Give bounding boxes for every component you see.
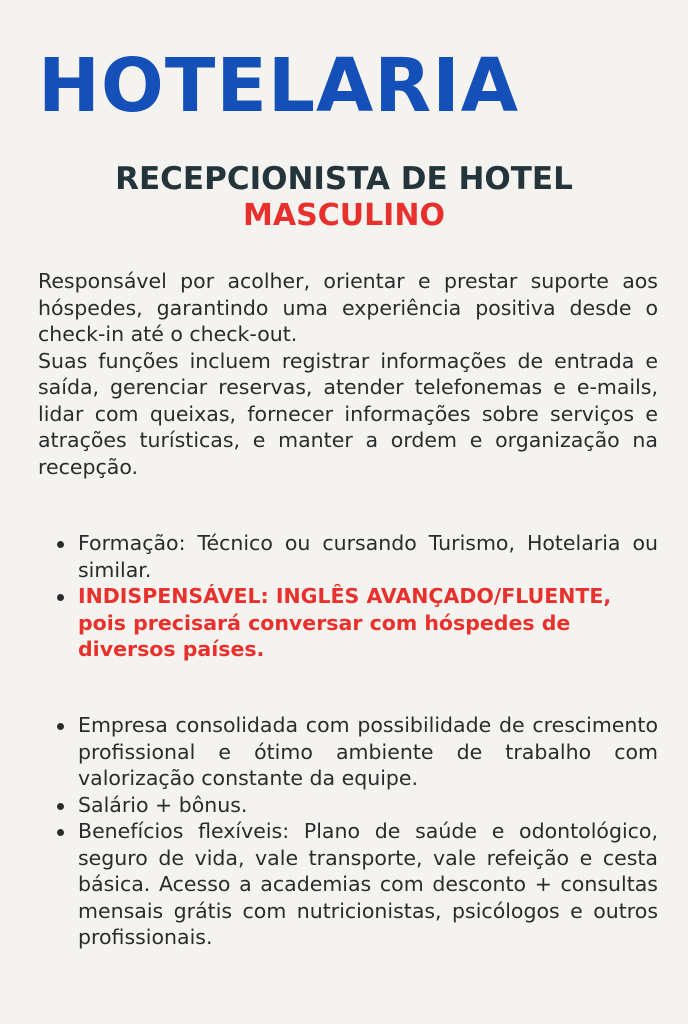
job-title: RECEPCIONISTA DE HOTEL <box>115 161 573 197</box>
offer-benefits: Benefícios flexíveis: Plano de saúde e odontológico, seguro de vida, vale transporte, vale refeição e cesta básica. Acesso a academias com desconto + consultas mensais grátis com nutricionistas, psicólogos e outros profissionais. <box>78 819 658 949</box>
requirements-list <box>38 530 658 663</box>
bullet-icon <box>57 803 64 810</box>
bullet-icon <box>57 594 64 601</box>
offer-company: Empresa consolidada com possibilidade de crescimento profissional e ótimo ambiente de trabalho com valorização constante da equipe. <box>78 713 658 790</box>
requirement-english: INDISPENSÁVEL: INGLÊS AVANÇADO/FLUENTE, pois precisará conversar com hóspedes de diversos países. <box>78 584 612 661</box>
list-item <box>38 583 658 663</box>
description-paragraph: Responsável por acolher, orientar e prestar suporte aos hóspedes, garantindo uma experiência positiva desde o check-in até o check-out. <box>38 269 658 346</box>
offer-salary: Salário + bônus. <box>78 792 248 817</box>
list-item <box>38 818 658 951</box>
sector-heading: HOTELARIA <box>38 43 520 129</box>
gender-label: MASCULINO <box>243 198 445 233</box>
list-item <box>38 712 658 792</box>
duties-paragraph: Suas funções incluem registrar informações de entrada e saída, gerenciar reservas, atender telefonemas e e-mails, lidar com queixas, fornecer informações sobre serviços e atrações turísticas, e manter a ordem e organização na recepção. <box>38 348 658 479</box>
requirement-education: Formação: Técnico ou cursando Turismo, Hotelaria ou similar. <box>78 531 658 582</box>
bullet-icon <box>57 723 64 730</box>
offer-list <box>38 712 658 951</box>
bullet-icon <box>57 829 64 836</box>
list-item <box>38 530 658 583</box>
list-item <box>38 792 658 819</box>
bullet-icon <box>57 541 64 548</box>
job-description <box>38 268 658 480</box>
